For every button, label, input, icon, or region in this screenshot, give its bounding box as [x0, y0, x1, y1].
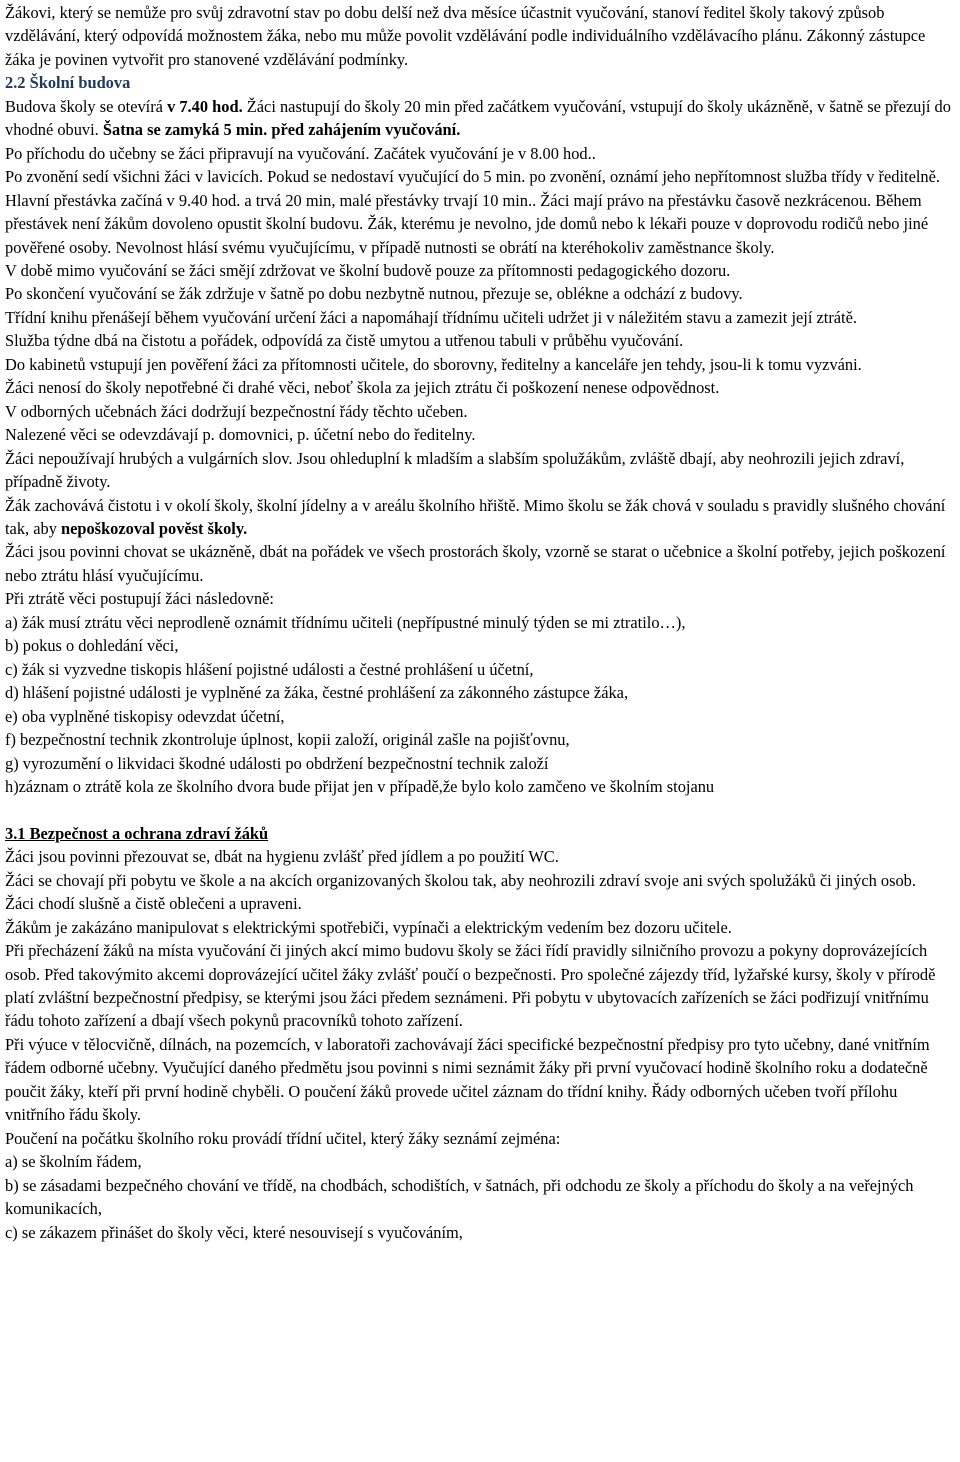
paragraph-outside-hours: V době mimo vyučování se žáci smějí zdržovat ve školní budově pouze za přítomnosti pedagogického dozoru.	[5, 260, 731, 280]
loss-step: h)záznam o ztrátě kola ze školního dvora bude přijat jen v případě,že bylo kolo zamčeno ve školním stojanu	[5, 776, 715, 796]
paragraph-breaks: Hlavní přestávka začíná v 9.40 hod. a trvá 20 min, malé přestávky trvají 10 min.. Žáci mají právo na přestávku časově nezkrácenou. Během přestávek není žákům dovoleno opustit školní budovu. Žák, kterému je nevolno, jde domů nebo k lékaři pouze v doprovodu rodičů nebo jiné pověřené osoby. Nevolnost hlásí svému vyučujícímu, v případě nutnosti se obrátí na kteréhokoliv zaměstnance školy.	[5, 190, 929, 257]
paragraph-loss-intro: Při ztrátě věci postupují žáci následovně:	[5, 589, 274, 609]
paragraph-instruction-intro: Poučení na počátku školního roku provádí třídní učitel, který žáky seznámí zejména:	[5, 1128, 561, 1148]
paragraph-conduct: Žáci se chovají při pobytu ve škole a na akcích organizovaných školou tak, aby neohrozili zdraví svoje ani svých spolužáků či jiných osob.	[5, 870, 916, 890]
paragraph-weekly-service: Služba týdne dbá na čistotu a pořádek, odpovídá za čistě umytou a utřenou tabuli v průběhu vyučování.	[5, 331, 684, 351]
opening-rest: Žáci nastupují do školy 20 min před začátkem vyučování, vstupují do školy ukázněně, v šatně se přezují do vhodné obuvi.	[5, 96, 951, 140]
cloakroom-locked: Šatna se zamyká 5 min. před zahájením vyučování.	[102, 120, 461, 140]
instruction-item: c) se zákazem přinášet do školy věci, které nesouvisejí s vyučováním,	[5, 1222, 463, 1242]
loss-step: d) hlášení pojistné události je vyplněné za žáka, čestné prohlášení za zákonného zástupce žáka,	[5, 683, 629, 703]
cleanliness-text: Žák zachovává čistotu i v okolí školy, školní jídelny a v areálu školního hřiště. Mimo školu se žák chová v souladu s pravidly slušného chování tak, aby	[5, 495, 946, 538]
paragraph-hygiene: Žáci jsou povinni přezouvat se, dbát na hygienu zvlášť před jídlem a po použití WC.	[5, 847, 559, 867]
paragraph-found-items: Nalezené věci se odevzdávají p. domovnici, p. účetní nebo do ředitelny.	[5, 425, 476, 445]
paragraph-transfer: Při přecházení žáků na místa vyučování či jiných akcí mimo budovu školy se žáci řídí pravidly silničního provozu a pokyny doprovázejících osob. Před takovýmito akcemi doprovázející učitel žáky zvlášť poučí o bezpečnosti. Pro společné zájezdy tříd, lyžařské kursy, školy v přírodě platí zvláštní bezpečnostní předpisy, se kterými jsou žáci předem seznámeni. Při pobytu v ubytovacích zařízeních se žáci podřizují vnitřnímu řádu tohoto zařízení a dbají všech pokynů pracovníků tohoto zařízení.	[5, 941, 936, 1031]
paragraph-class-book: Třídní knihu přenášejí během vyučování určení žáci a napomáhají třídnímu učiteli udržet ji v náležitém stavu a zamezit její ztrátě.	[5, 307, 857, 327]
paragraph-cleanliness	[5, 494, 956, 541]
loss-step: f) bezpečnostní technik zkontroluje úplnost, kopii založí, originál zašle na pojišťovnu,	[5, 730, 570, 750]
loss-step: c) žák si vyzvedne tiskopis hlášení pojistné události a čestné prohlášení u účetní,	[5, 659, 534, 679]
paragraph-after-lessons: Po skončení vyučování se žák zdržuje v šatně po dobu nezbytně nutnou, přezuje se, oblékne a odchází z budovy.	[5, 284, 743, 304]
paragraph-long-illness: Žákovi, který se nemůže pro svůj zdravotní stav po dobu delší než dva měsíce účastnit vyučování, stanoví ředitel školy takový způsob vzdělávání, který odpovídá možnostem žáka, nebo mu může povolit vzdělávání podle individuálního vzdělávacího plánu. Zákonný zástupce žáka je povinen vytvořit pro stanovené vzdělávání podmínky.	[5, 3, 926, 69]
paragraph-valuables: Žáci nenosí do školy nepotřebné či drahé věci, neboť škola za jejich ztrátu či poškození nenese odpovědnost.	[5, 378, 720, 398]
paragraph-opening	[5, 95, 956, 142]
blank-line	[5, 798, 956, 821]
opening-label: Budova školy se otevírá	[5, 96, 168, 116]
paragraph-dress: Žáci chodí slušně a čistě oblečeni a upraveni.	[5, 894, 302, 914]
heading-safety: 3.1 Bezpečnost a ochrana zdraví žáků	[5, 823, 269, 843]
paragraph-arrival: Po příchodu do učebny se žáci připravují na vyučování. Začátek vyučování je v 8.00 hod..	[5, 143, 596, 163]
heading-school-building: 2.2 Školní budova	[5, 73, 131, 93]
instruction-item: b) se zásadami bezpečného chování ve třídě, na chodbách, schodištích, v šatnách, při odchodu ze školy a příchodu do školy a na veřejných komunikacích,	[5, 1175, 914, 1219]
paragraph-labs: V odborných učebnách žáci dodržují bezpečnostní řády těchto učeben.	[5, 401, 468, 421]
cleanliness-emphasis: nepoškozoval pověst školy.	[60, 518, 248, 538]
loss-step: a) žák musí ztrátu věci neprodleně oznámit třídnímu učiteli (nepřípustné minulý týden se mi ztratilo…),	[5, 612, 686, 632]
paragraph-physical-education: Při výuce v tělocvičně, dílnách, na pozemcích, v laboratoři zachovávají žáci specifické bezpečnostní předpisy pro tyto učebny, dané vnitřním řádem odborné učebny. Vyučující daného předmětu jsou povinni s nimi seznámit žáky při první vyučovací hodině školního roku a dodatečně poučit žáky, kteří při první hodině chyběli. O poučení žáků provede učitel záznam do třídní knihy. Řády odborných učeben tvoří přílohu vnitřního řádu školy.	[5, 1034, 930, 1125]
instruction-item: a) se školním řádem,	[5, 1152, 142, 1172]
paragraph-cabinets: Do kabinetů vstupují jen pověření žáci za přítomnosti učitele, do sborovny, ředitelny a kanceláře jen tehdy, jsou-li k tomu vyzváni.	[5, 354, 862, 374]
paragraph-electric: Žákům je zakázáno manipulovat s elektrickými spotřebiči, vypínači a elektrickým vedením bez dozoru učitele.	[5, 917, 732, 937]
loss-step: g) vyrozumění o likvidaci škodné události po obdržení bezpečnostní technik založí	[5, 753, 549, 773]
opening-time: v 7.40 hod.	[167, 96, 243, 116]
paragraph-bell: Po zvonění sedí všichni žáci v lavicích. Pokud se nedostaví vyučující do 5 min. po zvonění, oznámí jeho nepřítomnost služba třídy v ředitelně.	[5, 167, 940, 187]
loss-step: e) oba vyplněné tiskopisy odevzdat účetní,	[5, 706, 285, 726]
paragraph-order: Žáci jsou povinni chovat se ukázněně, dbát na pořádek ve všech prostorách školy, vzorně se starat o učebnice a školní potřeby, jejich poškození nebo ztrátu hlásí vyučujícímu.	[5, 542, 946, 585]
paragraph-language: Žáci nepoužívají hrubých a vulgárních slov. Jsou ohleduplní k mladším a slabším spolužákům, zvláště dbají, aby neohrozili jejich zdraví, případně životy.	[5, 448, 905, 492]
loss-step: b) pokus o dohledání věci,	[5, 636, 179, 656]
